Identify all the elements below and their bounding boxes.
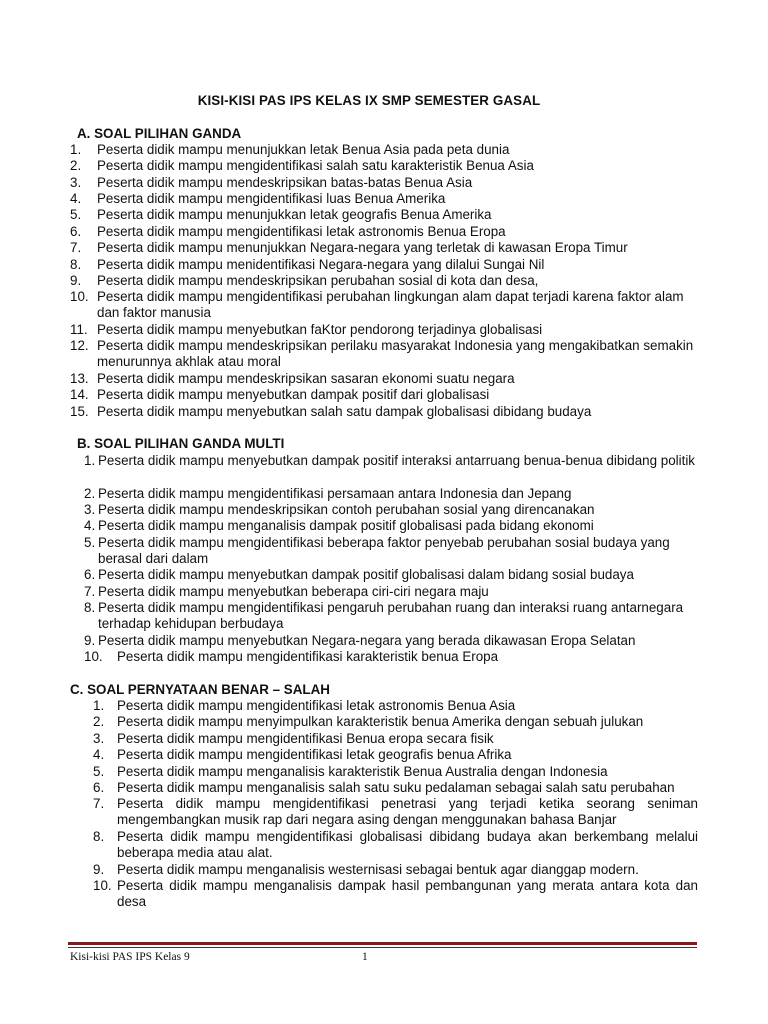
item-text: Peserta didik mampu mengidentifikasi salah satu karakteristik Benua Asia xyxy=(97,158,534,173)
item-text: Peserta didik mampu mendeskripsikan perubahan sosial di kota dan desa, xyxy=(97,273,539,288)
item-text: Peserta didik mampu menunjukkan letak Benua Asia pada peta dunia xyxy=(97,142,510,157)
item-number: 6. xyxy=(93,780,105,795)
list-item xyxy=(70,224,700,241)
list-item xyxy=(70,240,700,257)
item-number: 13. xyxy=(70,371,89,386)
item-text: Peserta didik mampu menunjukkan letak geografis Benua Amerika xyxy=(97,207,492,222)
list-item xyxy=(70,387,700,404)
item-number: 1. xyxy=(70,142,82,157)
section-b-heading: B. SOAL PILIHAN GANDA MULTI xyxy=(77,436,285,451)
item-number: 8. xyxy=(93,829,105,844)
list-item xyxy=(84,600,700,633)
list-item xyxy=(70,158,700,175)
item-number: 5. xyxy=(70,207,82,222)
item-number: 4. xyxy=(84,518,96,533)
list-item xyxy=(70,404,700,421)
item-text: Peserta didik mampu menganalisis salah satu suku pedalaman sebagai salah satu perubahan xyxy=(117,780,675,795)
item-number: 7. xyxy=(70,240,82,255)
item-text: Peserta didik mampu menidentifikasi Negara-negara yang dilalui Sungai Nil xyxy=(97,257,545,272)
item-number: 2. xyxy=(70,158,82,173)
item-number: 12. xyxy=(70,338,89,353)
item-number: 14. xyxy=(70,387,89,402)
footer-divider-thin xyxy=(68,947,697,948)
item-text: Peserta didik mampu mengidentifikasi letak astronomis Benua Asia xyxy=(117,698,516,713)
item-number: 4. xyxy=(93,747,105,762)
item-text: Peserta didik mampu mengidentifikasi karakteristik benua Eropa xyxy=(117,649,499,664)
list-item xyxy=(93,829,698,862)
item-text: Peserta didik mampu mendeskripsikan perilaku masyarakat Indonesia yang mengakibatkan semakin menurunnya akhlak atau moral xyxy=(97,338,694,370)
item-text: Peserta didik mampu menyebutkan dampak positif globalisasi dalam bidang sosial budaya xyxy=(98,567,634,582)
item-text: Peserta didik mampu menyimpulkan karakteristik benua Amerika dengan sebuah julukan xyxy=(117,714,644,729)
item-number: 7. xyxy=(84,584,96,599)
item-text: Peserta didik mampu mendeskripsikan batas-batas Benua Asia xyxy=(97,175,473,190)
item-number: 6. xyxy=(84,567,96,582)
item-number: 11. xyxy=(70,322,88,337)
item-text: Peserta didik mampu menyebutkan salah satu dampak globalisasi dibidang budaya xyxy=(97,404,592,419)
list-item xyxy=(70,322,700,339)
item-number: 7. xyxy=(93,796,105,811)
list-item xyxy=(93,796,698,829)
list-item xyxy=(70,273,700,290)
list-item xyxy=(84,567,700,584)
footer-label: Kisi-kisi PAS IPS Kelas 9 xyxy=(70,951,190,963)
item-number: 10. xyxy=(84,649,103,664)
list-item xyxy=(84,633,700,650)
item-number: 6. xyxy=(70,224,82,239)
list-item xyxy=(93,878,698,911)
list-item xyxy=(93,698,698,715)
footer-divider-thick xyxy=(68,942,697,945)
item-number: 9. xyxy=(70,273,82,288)
item-number: 15. xyxy=(70,404,89,419)
document-title: KISI-KISI PAS IPS KELAS IX SMP SEMESTER GASAL xyxy=(197,93,541,108)
page-number: 1 xyxy=(362,951,368,963)
list-item xyxy=(84,535,700,568)
item-text: Peserta didik mampu mengidentifikasi globalisasi dibidang budaya akan berkembang melalui beberapa media atau alat. xyxy=(117,829,698,861)
list-item xyxy=(93,764,698,781)
item-text: Peserta didik mampu mengidentifikasi letak geografis benua Afrika xyxy=(117,747,512,762)
list-item xyxy=(84,486,700,503)
item-number: 5. xyxy=(84,535,96,550)
item-number: 10. xyxy=(93,878,112,893)
item-text: Peserta didik mampu mengidentifikasi beberapa faktor penyebab perubahan sosial budaya yang berasal dari dalam xyxy=(98,535,670,567)
item-text: Peserta didik mampu menyebutkan dampak positif interaksi antarruang benua-benua dibidang politik xyxy=(98,453,695,468)
item-text: Peserta didik mampu mendeskripsikan sasaran ekonomi suatu negara xyxy=(97,371,515,386)
item-text: Peserta didik mampu menganalisis westernisasi sebagai bentuk agar dianggap modern. xyxy=(117,862,639,877)
item-text: Peserta didik mampu menyebutkan dampak positif dari globalisasi xyxy=(97,387,490,402)
item-text: Peserta didik mampu mengidentifikasi pengaruh perubahan ruang dan interaksi ruang antarnegara terhadap kehidupan berbudaya xyxy=(98,600,684,632)
item-number: 3. xyxy=(84,502,96,517)
item-text: Peserta didik mampu mendeskripsikan contoh perubahan sosial yang direncanakan xyxy=(98,502,595,517)
item-text: Peserta didik mampu menyebutkan beberapa ciri-ciri negara maju xyxy=(98,584,489,599)
item-number: 1. xyxy=(84,453,96,468)
list-item xyxy=(93,731,698,748)
item-number: 2. xyxy=(84,486,96,501)
item-text: Peserta didik mampu mengidentifikasi perubahan lingkungan alam dapat terjadi karena faktor alam dan faktor manusia xyxy=(97,289,684,321)
item-text: Peserta didik mampu menganalisis dampak hasil pembangunan yang merata antara kota dan desa xyxy=(117,878,698,910)
item-number: 9. xyxy=(84,633,96,648)
item-number: 3. xyxy=(93,731,105,746)
item-number: 1. xyxy=(93,698,105,713)
list-item xyxy=(84,584,700,601)
list-item xyxy=(70,371,700,388)
item-number: 4. xyxy=(70,191,82,206)
item-text: Peserta didik mampu menyebutkan faKtor pendorong terjadinya globalisasi xyxy=(97,322,543,337)
list-item xyxy=(70,257,700,274)
item-text: Peserta didik mampu mengidentifikasi Benua eropa secara fisik xyxy=(117,731,494,746)
item-text: Peserta didik mampu mengidentifikasi letak astronomis Benua Eropa xyxy=(97,224,506,239)
list-item xyxy=(70,338,700,371)
list-item xyxy=(93,747,698,764)
section-c-heading: C. SOAL PERNYATAAN BENAR – SALAH xyxy=(70,682,330,697)
item-number: 3. xyxy=(70,175,82,190)
list-item xyxy=(70,207,700,224)
list-item xyxy=(84,453,700,486)
list-item xyxy=(70,175,700,192)
section-a-heading: A. SOAL PILIHAN GANDA xyxy=(77,126,242,141)
list-item xyxy=(70,142,700,159)
item-text: Peserta didik mampu mengidentifikasi luas Benua Amerika xyxy=(97,191,446,206)
list-item xyxy=(84,518,700,535)
item-text: Peserta didik mampu menunjukkan Negara-negara yang terletak di kawasan Eropa Timur xyxy=(97,240,628,255)
list-item xyxy=(93,780,698,797)
item-number: 10. xyxy=(70,289,89,304)
item-number: 8. xyxy=(70,257,82,272)
item-text: Peserta didik mampu menganalisis karakteristik Benua Australia dengan Indonesia xyxy=(117,764,608,779)
list-item xyxy=(93,714,698,731)
item-number: 8. xyxy=(84,600,96,615)
item-text: Peserta didik mampu mengidentifikasi penetrasi yang terjadi ketika seorang seniman mengembangkan musik rap dari negara asing dengan menggunakan bahasa Banjar xyxy=(117,796,698,828)
list-item xyxy=(84,502,700,519)
list-item xyxy=(93,862,698,879)
item-text: Peserta didik mampu mengidentifikasi persamaan antara Indonesia dan Jepang xyxy=(98,486,572,501)
item-number: 5. xyxy=(93,764,105,779)
item-number: 2. xyxy=(93,714,105,729)
list-item xyxy=(70,289,700,322)
item-text: Peserta didik mampu menyebutkan Negara-negara yang berada dikawasan Eropa Selatan xyxy=(98,633,636,648)
list-item xyxy=(84,649,700,666)
item-number: 9. xyxy=(93,862,105,877)
item-text: Peserta didik mampu menganalisis dampak positif globalisasi pada bidang ekonomi xyxy=(98,518,594,533)
list-item xyxy=(70,191,700,208)
